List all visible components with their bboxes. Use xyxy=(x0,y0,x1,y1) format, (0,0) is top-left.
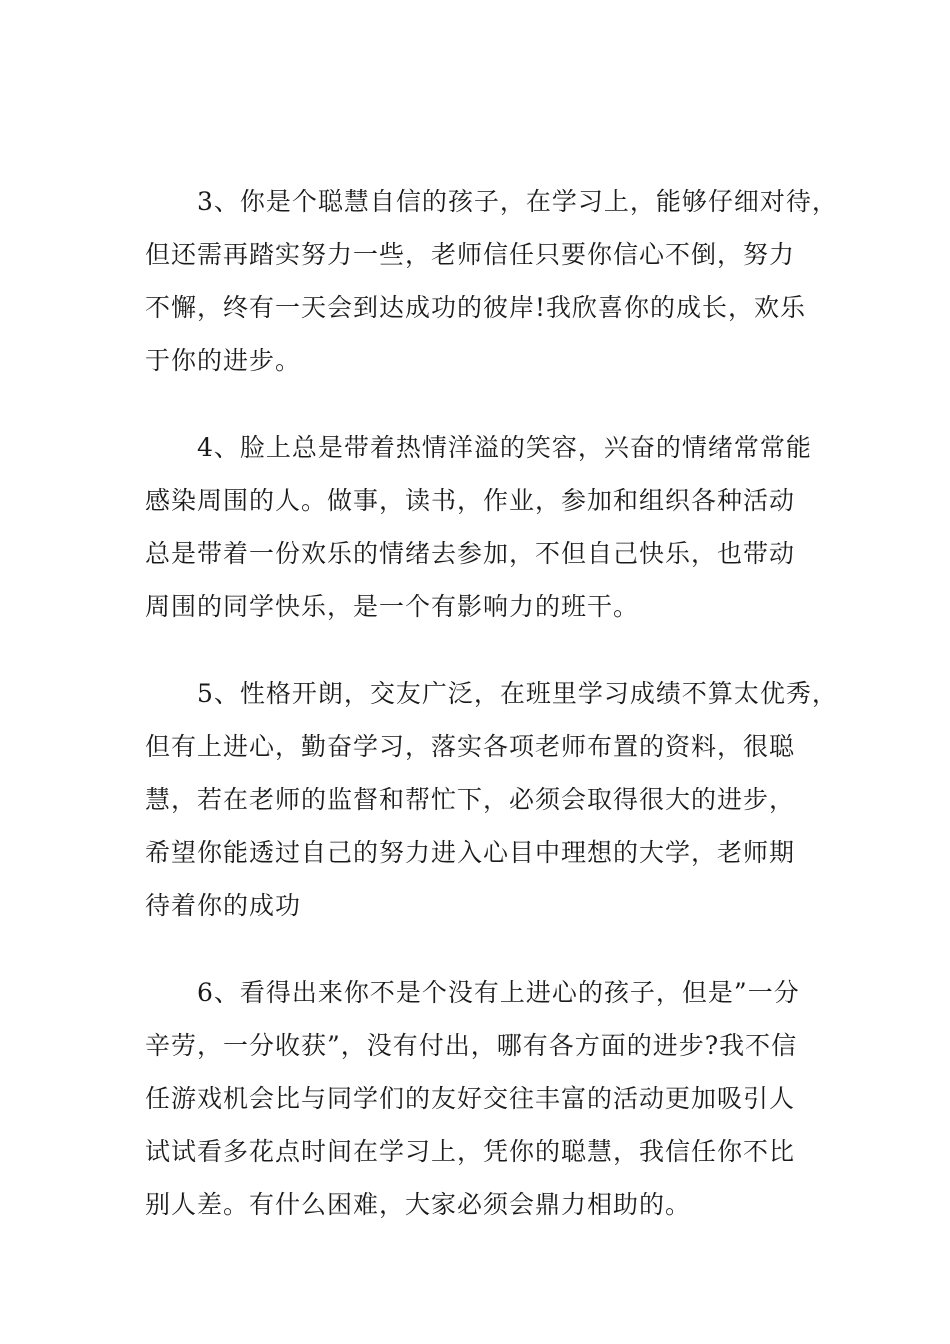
paragraph-line: 但有上进心，勤奋学习，落实各项老师布置的资料，很聪 xyxy=(145,732,796,761)
paragraph-line: 辛劳，一分收获”，没有付出，哪有各方面的进步?我不信 xyxy=(145,1031,798,1060)
paragraph-line: 慧，若在老师的监督和帮忙下，必须会取得很大的进步， xyxy=(145,785,796,814)
paragraph-line: 总是带着一份欢乐的情绪去参加，不但自己快乐，也带动 xyxy=(145,539,796,568)
paragraph-line: 于你的进步。 xyxy=(145,346,302,375)
paragraph-line: 待着你的成功 xyxy=(145,891,302,920)
paragraph-line: 3、你是个聪慧自信的孩子，在学习上，能够仔细对待， xyxy=(197,187,838,216)
paragraph-line: 5、性格开朗，交友广泛，在班里学习成绩不算太优秀， xyxy=(197,679,838,708)
paragraph-line: 周围的同学快乐，是一个有影响力的班干。 xyxy=(145,592,640,621)
paragraph-line: 不懈，终有一天会到达成功的彼岸!我欣喜你的成长，欢乐 xyxy=(145,293,807,322)
paragraph-line: 但还需再踏实努力一些，老师信任只要你信心不倒，努力 xyxy=(145,240,796,269)
comment-paragraph-5 xyxy=(145,667,838,932)
paragraph-line: 任游戏机会比与同学们的友好交往丰富的活动更加吸引人 xyxy=(145,1084,796,1113)
paragraph-line: 希望你能透过自己的努力进入心目中理想的大学，老师期 xyxy=(145,838,796,867)
paragraph-line: 感染周围的人。做事，读书，作业，参加和组织各种活动 xyxy=(145,486,796,515)
comment-paragraph-3 xyxy=(145,175,838,387)
paragraph-line: 4、脸上总是带着热情洋溢的笑容，兴奋的情绪常常能 xyxy=(197,433,812,462)
comment-paragraph-6 xyxy=(145,966,835,1231)
comment-paragraph-4 xyxy=(145,421,835,633)
paragraph-line: 别人差。有什么困难，大家必须会鼎力相助的。 xyxy=(145,1190,692,1219)
paragraph-line: 6、看得出来你不是个没有上进心的孩子，但是”一分 xyxy=(197,978,800,1007)
paragraph-line: 试试看多花点时间在学习上，凭你的聪慧，我信任你不比 xyxy=(145,1137,796,1166)
